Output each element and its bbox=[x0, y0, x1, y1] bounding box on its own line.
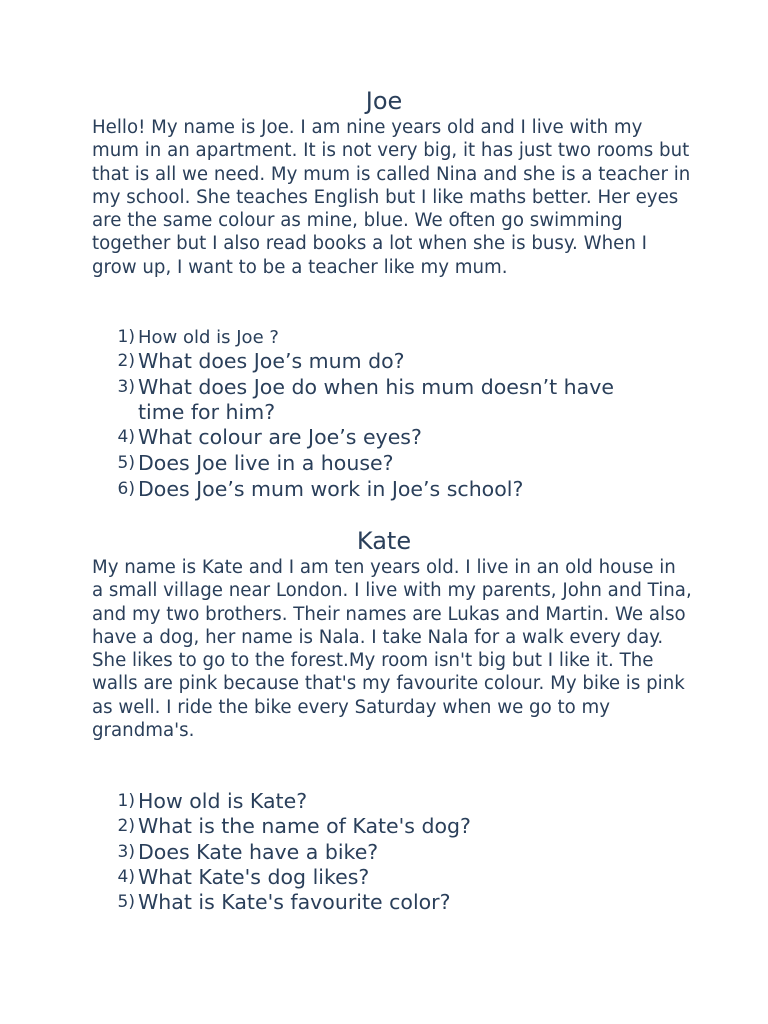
question-number: 2) bbox=[117, 351, 135, 371]
question-text: What is the name of Kate's dog? bbox=[138, 814, 471, 838]
question-text: What Kate's dog likes? bbox=[138, 865, 370, 889]
kate-story: My name is Kate and I am ten years old. I live in an old house in a small village near London. I live with my parents, John and Tina, and my two brothers. Their names are Lukas and Martin. We also have a dog, her name is Nala. I take Nala for a walk every day. She likes to go to the forest.My room isn't big but I like it. The walls are pink because that's my favourite colour. My bike is pink as well. I ride the bike every Saturday when we go to my grandma's. bbox=[92, 557, 692, 742]
question-text: What does Joe do when his mum doesn’t have time for him? bbox=[138, 375, 614, 424]
joe-title: Joe bbox=[365, 87, 403, 115]
question-number: 2) bbox=[117, 816, 135, 836]
question-number: 5) bbox=[117, 453, 135, 473]
question-number: 3) bbox=[117, 377, 135, 397]
question-number: 1) bbox=[117, 791, 135, 811]
question-text: Does Kate have a bike? bbox=[138, 840, 379, 864]
question-number: 6) bbox=[117, 479, 135, 499]
question-number: 5) bbox=[117, 892, 135, 912]
question-text: How old is Joe ? bbox=[138, 327, 279, 348]
question-number: 4) bbox=[117, 427, 135, 447]
question-number: 4) bbox=[117, 867, 135, 887]
question-text: What is Kate's favourite color? bbox=[138, 890, 451, 914]
question-text: What does Joe’s mum do? bbox=[138, 349, 405, 373]
question-number: 1) bbox=[117, 327, 135, 347]
joe-story: Hello! My name is Joe. I am nine years old and I live with my mum in an apartment. It is not very big, it has just two rooms but that is all we need. My mum is called Nina and she is a teacher in my school. She teaches English but I like maths better. Her eyes are the same colour as mine, blue. We often go swimming together but I also read books a lot when she is busy. When I grow up, I want to be a teacher like my mum. bbox=[92, 117, 691, 278]
question-text: Does Joe live in a house? bbox=[138, 451, 394, 475]
question-text: How old is Kate? bbox=[138, 789, 308, 813]
question-text: What colour are Joe’s eyes? bbox=[138, 425, 422, 449]
question-text: Does Joe’s mum work in Joe’s school? bbox=[138, 477, 524, 501]
question-number: 3) bbox=[117, 842, 135, 862]
kate-title: Kate bbox=[356, 527, 412, 555]
